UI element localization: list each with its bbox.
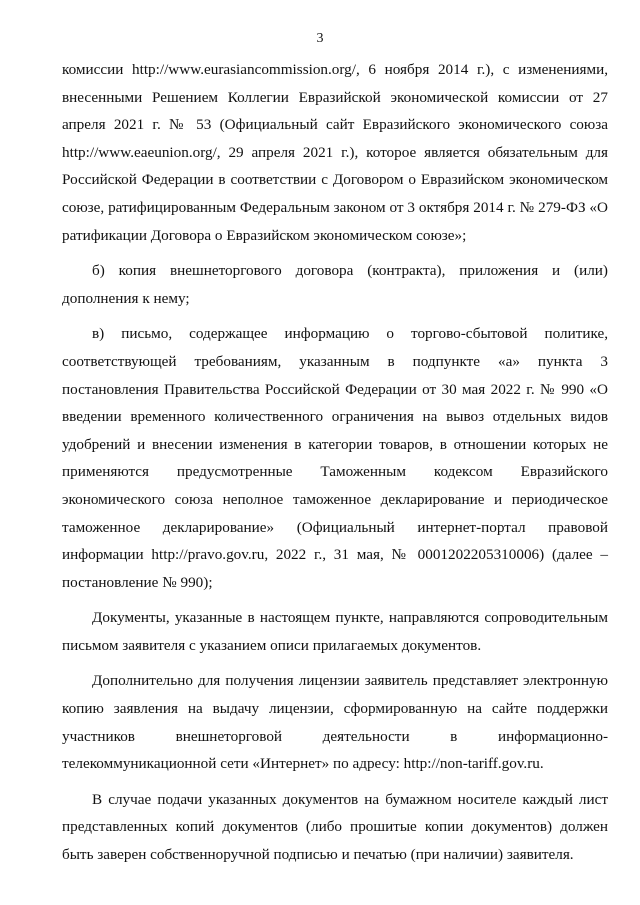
- paragraph-item-b: б) копия внешнеторгового договора (контракта), приложения и (или) дополнения к нему;: [62, 262, 608, 307]
- paragraph-paper-submission: В случае подачи указанных документов на бумажном носителе каждый лист представленных копий документов (либо прошитые копии документов) должен быть заверен собственноручной подписью и печатью (при наличии) заявителя.: [62, 790, 608, 864]
- paragraph-item-v: в) письмо, содержащее информацию о торгово-сбытовой политике, соответствующей требованиям, указанным в подпункте «а» пункта 3 постановления Правительства Российской Федерации от 30 мая 2022 г. № 990 «О введении временного количественного ограничения на вывоз отдельных видов удобрений и внесении изменения в категории товаров, в отношении которых не применяются предусмотренные Таможенным кодексом Евразийского экономического союза неполное таможенное декларирование и периодическое таможенное декларирование» (Официальный интернет-портал правовой информации http://pravo.gov.ru, 2022 г., 31 мая, № 0001202205310006) (далее – постановление № 990);: [62, 325, 608, 591]
- paragraph-continuation: комиссии http://www.eurasiancommission.org/, 6 ноября 2014 г.), с изменениями, внесенными Решением Коллегии Евразийской экономической комиссии от 27 апреля 2021 г. № 53 (Официальный сайт Евразийского экономического союза http://www.eaeunion.org/, 29 апреля 2021 г.), которое является обязательным для Российской Федерации в соответствии с Договором о Евразийском экономическом союзе, ратифицированным Федеральным законом от 3 октября 2014 г. № 279-ФЗ «О ратификации Договора о Евразийском экономическом союзе»;: [62, 61, 608, 244]
- paragraph-electronic-copy: Дополнительно для получения лицензии заявитель представляет электронную копию заявления на выдачу лицензии, сформированную на сайте поддержки участников внешнеторговой деятельности в информационно-телекоммуникационной сети «Интернет» по адресу: http://non-tariff.gov.ru.: [62, 672, 608, 773]
- document-body: [62, 56, 608, 877]
- page-number: 3: [316, 31, 324, 46]
- paragraph-documents-note: Документы, указанные в настоящем пункте, направляются сопроводительным письмом заявителя с указанием описи прилагаемых документов.: [62, 609, 608, 654]
